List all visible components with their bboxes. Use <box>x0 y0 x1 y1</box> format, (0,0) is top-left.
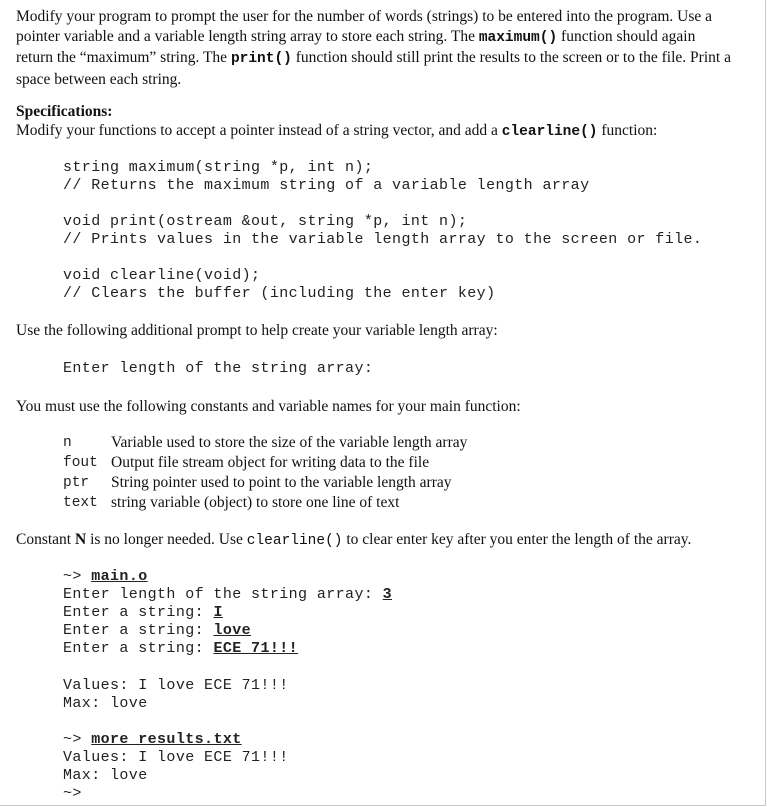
maximum-comment: // Returns the maximum string of a variable length array <box>63 177 590 194</box>
max-output: Max: love <box>63 695 148 712</box>
terminal-line-command <box>63 731 289 749</box>
terminal-line-command <box>63 568 392 586</box>
terminal-output-1 <box>63 677 289 713</box>
clearline-function-name-inline: clearline() <box>246 533 343 549</box>
variable-description: Output file stream object for writing data to the file <box>111 454 430 471</box>
variable-row <box>63 453 467 473</box>
length-prompt-code: Enter length of the string array: <box>63 360 374 377</box>
variable-name: text <box>63 495 98 511</box>
intro-text-2: function should again return the “maximum” string. The <box>16 27 696 66</box>
variables-intro-text: You must use the following constants and variable names for your main function: <box>16 398 521 415</box>
variable-name: fout <box>63 455 98 471</box>
clearline-function-name: clearline() <box>501 124 598 140</box>
terminal-line-string <box>63 622 392 640</box>
intro-paragraph <box>16 7 736 89</box>
constant-name: N <box>75 531 87 548</box>
print-comment: // Prints values in the variable length array to the screen or file. <box>63 231 703 248</box>
max-output: Max: love <box>63 767 148 784</box>
clearline-comment: // Clears the buffer (including the enter key) <box>63 285 496 302</box>
length-input: 3 <box>382 586 393 603</box>
length-prompt: Enter length of the string array: <box>63 586 383 603</box>
variable-row <box>63 493 467 513</box>
print-function-name: print() <box>230 51 292 67</box>
specifications-text <box>16 121 736 143</box>
prompt-intro-text: Use the following additional prompt to help create your variable length array: <box>16 322 498 339</box>
string-prompt: Enter a string: <box>63 604 214 621</box>
clearline-prototype: void clearline(void); <box>63 267 261 284</box>
run-command: main.o <box>91 568 148 585</box>
shell-prompt: ~> <box>63 731 82 748</box>
values-output: Values: I love ECE 71!!! <box>63 677 289 694</box>
shell-prompt-final: ~> <box>63 785 82 802</box>
clearline-prototype-code <box>63 267 495 303</box>
constant-note-text-1: Constant <box>16 531 75 548</box>
terminal-line-string <box>63 640 392 658</box>
variable-description: String pointer used to point to the variable length array <box>111 474 452 491</box>
specifications-heading: Specifications: <box>16 103 113 120</box>
intro-text-3: function should still print the results to the screen or to the file. Print a space between each string. <box>16 49 731 88</box>
constant-note <box>16 530 736 552</box>
constant-note-text-2: is no longer needed. Use <box>86 531 247 548</box>
more-command: more results.txt <box>91 731 242 748</box>
terminal-line-length <box>63 586 392 604</box>
values-output: Values: I love ECE 71!!! <box>63 749 289 766</box>
string-input: I <box>213 604 223 621</box>
intro-text-1: Modify your program to prompt the user for the number of words (strings) to be entered into the program. Use a pointer variable and a variable length string array to store each string. The <box>16 8 713 45</box>
string-prompt: Enter a string: <box>63 640 214 657</box>
variable-name: ptr <box>63 475 90 491</box>
shell-prompt: ~> <box>63 568 82 585</box>
variable-name: n <box>63 435 72 451</box>
terminal-session-1 <box>63 568 392 658</box>
function-prototypes-code <box>63 159 589 195</box>
string-prompt: Enter a string: <box>63 622 214 639</box>
maximum-function-name: maximum() <box>478 29 558 46</box>
print-prototype-code <box>63 213 702 249</box>
specifications-text-2: function: <box>597 122 658 139</box>
variables-table <box>63 433 467 513</box>
variable-row <box>63 433 467 453</box>
specifications-text-1: Modify your functions to accept a pointer instead of a string vector, and add a <box>16 122 502 139</box>
print-prototype: void print(ostream &out, string *p, int n); <box>63 213 468 230</box>
string-input: love <box>213 622 252 639</box>
variable-description: Variable used to store the size of the variable length array <box>111 434 468 451</box>
string-input: ECE 71!!! <box>213 640 299 657</box>
terminal-session-2 <box>63 731 289 803</box>
maximum-prototype: string maximum(string *p, int n); <box>63 159 374 176</box>
constant-note-text-3: to clear enter key after you enter the length of the array. <box>342 531 692 548</box>
terminal-line-string <box>63 604 392 622</box>
variable-description: string variable (object) to store one line of text <box>111 494 400 511</box>
variable-row <box>63 473 467 493</box>
